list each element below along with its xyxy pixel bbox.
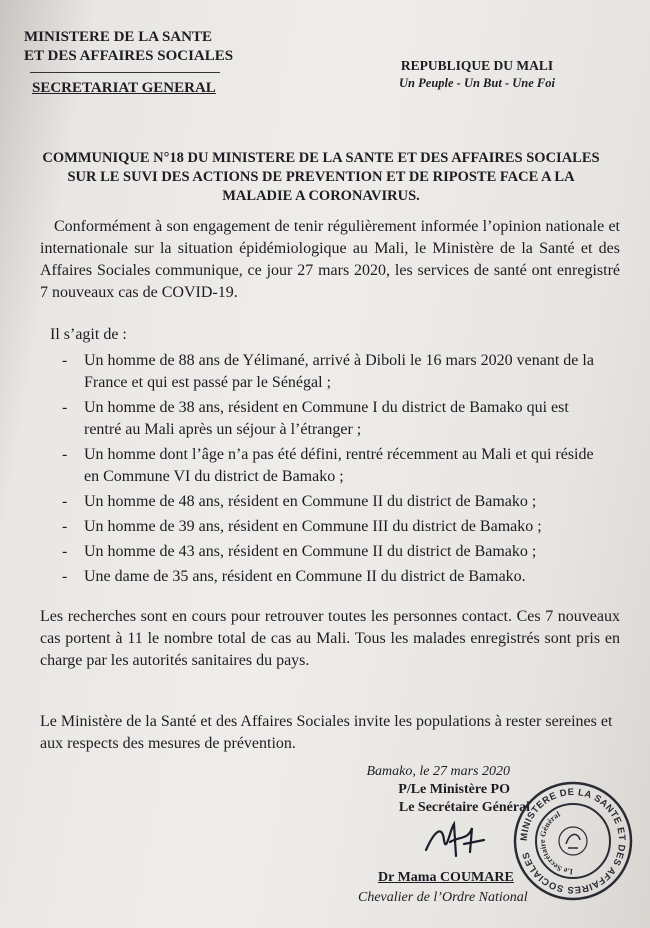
case-text: Un homme de 43 ans, résident en Commune II du district de Bamako ; — [84, 543, 537, 560]
bullet-dash: - — [62, 352, 68, 369]
republic-name: REPUBLIQUE DU MALI — [400, 58, 554, 73]
header-divider — [30, 72, 220, 73]
list-item — [62, 444, 602, 488]
list-item — [62, 566, 602, 588]
case-text: Une dame de 35 ans, résident en Commune II du district de Bamako. — [84, 568, 526, 585]
cases-intro: Il s’agit de : — [50, 326, 127, 343]
ministry-header — [24, 28, 254, 97]
signer-honor: Chevalier de l’Ordre National — [358, 890, 528, 905]
prevention-paragraph: Le Ministère de la Santé et des Affaires Sociales invite les populations à rester sereines et aux respects des mesures de prévention. — [40, 713, 613, 752]
intro-paragraph: Conformément à son engagement de tenir régulièrement informée l’opinion nationale et internationale sur la situation épidémiologique au Mali, le Ministère de la Santé et des Affaires Sociales communique, ce jour 27 mars 2020, les services de santé ont enregistré 7 nouveaux cas de COVID-19. — [40, 218, 620, 301]
place-date: Bamako, le 27 mars 2020 — [366, 764, 510, 779]
bullet-dash: - — [62, 399, 68, 416]
bullet-dash: - — [62, 493, 68, 510]
stamp-inner-text: Le Secrétaire Général — [537, 809, 574, 877]
bullet-dash: - — [62, 518, 68, 535]
case-text: Un homme dont l’âge n’a pas été défini, rentré récemment au Mali et qui réside en Commune VI du district de Bamako ; — [84, 446, 594, 485]
bullet-dash: - — [62, 543, 68, 560]
stamp-outer-text: MINISTERE DE LA SANTE ET DES AFFAIRES SOCIALES — [518, 786, 628, 896]
on-behalf-line: P/Le Ministère PO — [398, 782, 510, 797]
ministry-name-line1: MINISTERE DE LA SANTE — [24, 29, 212, 45]
list-item — [62, 541, 602, 563]
bullet-dash: - — [62, 568, 68, 585]
national-motto: Un Peuple - Un But - Une Foi — [399, 76, 555, 90]
official-stamp — [512, 780, 634, 902]
case-text: Un homme de 88 ans de Yélimané, arrivé à Diboli le 16 mars 2020 venant de la France et qui est passé par le Sénégal ; — [84, 352, 594, 391]
communique-title: COMMUNIQUE N°18 DU MINISTERE DE LA SANTE ET DES AFFAIRES SOCIALES SUR LE SUVI DES ACTIONS DE PREVENTION ET DE RIPOSTE FACE A LA MALADIE A CORONAVIRUS. — [42, 150, 600, 204]
ministry-name-line2: ET DES AFFAIRES SOCIALES — [24, 48, 234, 64]
signer-role: Le Secrétaire Général — [398, 800, 530, 815]
case-text: Un homme de 39 ans, résident en Commune III du district de Bamako ; — [84, 518, 542, 535]
signer-name: Dr Mama COUMARE — [378, 870, 514, 885]
list-item — [62, 491, 602, 513]
contacts-paragraph: Les recherches sont en cours pour retrouver toutes les personnes contact. Ces 7 nouveaux cas portent à 11 le nombre total de cas au Mali. Tous les malades enregistrés sont pris en charge par les autorités sanitaires du pays. — [40, 608, 620, 669]
list-item — [62, 397, 602, 441]
republic-header — [392, 58, 562, 91]
secretariat-label: SECRETARIAT GENERAL — [32, 80, 216, 96]
case-text: Un homme de 48 ans, résident en Commune II du district de Bamako ; — [84, 493, 537, 510]
case-text: Un homme de 38 ans, résident en Commune I du district de Bamako qui est rentré au Mali après un séjour à l’étranger ; — [84, 399, 569, 438]
list-item — [62, 350, 602, 394]
cases-list — [62, 350, 602, 591]
list-item — [62, 516, 602, 538]
handwritten-signature — [420, 810, 490, 865]
bullet-dash: - — [62, 446, 68, 463]
